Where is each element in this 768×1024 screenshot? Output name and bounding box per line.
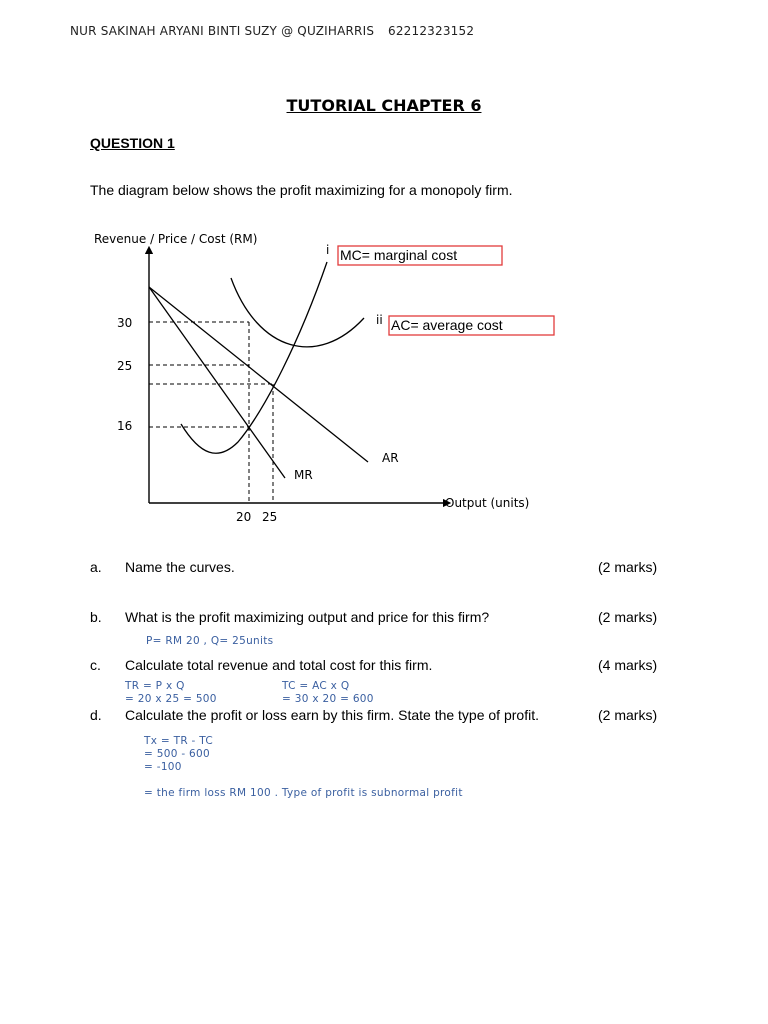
answer-c-tr-2: = 20 x 25 = 500	[125, 693, 217, 705]
x-tick-25: 25	[262, 510, 278, 524]
x-tick-20: 20	[236, 510, 252, 524]
answer-b: P= RM 20 , Q= 25units	[146, 635, 274, 647]
answer-c-tc-1: TC = AC x Q	[282, 680, 350, 692]
mc-marker: i	[326, 243, 330, 257]
y-axis-label: Revenue / Price / Cost (RM)	[94, 232, 258, 246]
part-c-text: Calculate total revenue and total cost for this firm.	[125, 657, 433, 673]
part-d-letter: d.	[90, 707, 102, 723]
y-tick-16: 16	[117, 419, 133, 433]
part-c-letter: c.	[90, 657, 101, 673]
answer-d-1: Tx = TR - TC	[144, 735, 214, 747]
x-axis-label: Output (units)	[445, 496, 530, 510]
question-intro: The diagram below shows the profit maximizing for a monopoly firm.	[90, 182, 513, 198]
part-a-marks: (2 marks)	[598, 559, 658, 575]
ac-box-label: AC= average cost	[391, 317, 503, 333]
ar-label: AR	[382, 451, 399, 465]
mr-label: MR	[294, 468, 313, 482]
answer-c-tr-1: TR = P x Q	[125, 680, 185, 692]
ac-marker: ii	[376, 313, 383, 327]
mc-box-label: MC= marginal cost	[340, 247, 458, 263]
mc-curve	[181, 262, 327, 453]
answer-c-tc-2: = 30 x 20 = 600	[282, 693, 374, 705]
ar-curve	[149, 287, 368, 462]
answer-d-4: = the firm loss RM 100 . Type of profit is subnormal profit	[144, 787, 463, 799]
question-heading: QUESTION 1	[90, 135, 175, 151]
answer-d-2: = 500 - 600	[144, 748, 210, 760]
student-name: NUR SAKINAH ARYANI BINTI SUZY @ QUZIHARRIS	[70, 24, 375, 38]
y-tick-30: 30	[117, 316, 133, 330]
part-b-text: What is the profit maximizing output and price for this firm?	[125, 609, 490, 625]
part-b-letter: b.	[90, 609, 102, 625]
part-a-text: Name the curves.	[125, 559, 235, 575]
part-d-marks: (2 marks)	[598, 707, 658, 723]
part-c-marks: (4 marks)	[598, 657, 658, 673]
mr-curve	[149, 287, 285, 478]
part-d-text: Calculate the profit or loss earn by this firm. State the type of profit.	[125, 707, 539, 723]
y-tick-25: 25	[117, 359, 133, 373]
page-title: TUTORIAL CHAPTER 6	[286, 96, 482, 115]
student-id: 62212323152	[388, 24, 475, 38]
answer-d-3: = -100	[144, 761, 182, 773]
part-b-marks: (2 marks)	[598, 609, 658, 625]
part-a-letter: a.	[90, 559, 102, 575]
